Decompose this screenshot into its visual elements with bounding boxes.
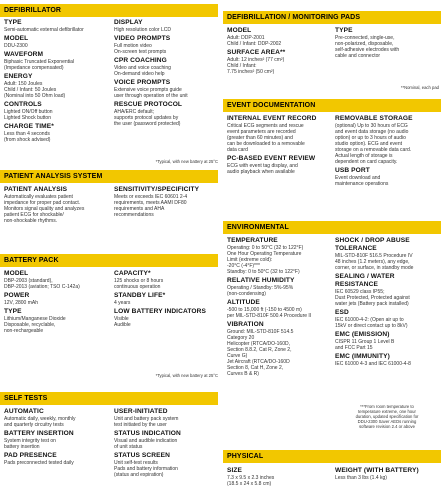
spec-value: Child / Infant: DDP-2002 — [227, 41, 282, 47]
spec-capacity — [114, 270, 218, 290]
spec-battery-insertion — [4, 430, 108, 450]
spec-value: dependent on card capacity. — [335, 159, 398, 165]
spec-title: RELATIVE HUMIDITY — [227, 277, 295, 284]
battery-pack-footnote: *Typical, with new battery at 25°C — [155, 373, 218, 378]
spec-emc-emission — [335, 331, 439, 351]
spec-esd — [335, 309, 439, 329]
spec-value: Visible — [114, 316, 129, 322]
defibrillator-col1 — [4, 19, 108, 145]
spec-value: Unit and battery pack system — [114, 416, 179, 422]
spec-value: IEC 61000 4-3 and IEC 61000-4-8 — [335, 361, 411, 367]
spec-value: (from shock advised) — [4, 137, 51, 143]
spec-voice-prompts — [114, 79, 218, 99]
spec-title: CPR COACHING — [114, 57, 167, 64]
spec-title: PC-BASED EVENT REVIEW — [227, 155, 316, 162]
event-documentation-col2 — [335, 115, 439, 189]
spec-title: CHARGE TIME* — [4, 123, 54, 130]
spec-value: On-demand video help — [114, 71, 165, 77]
spec-value: CISPR 11 Group 1 Level B — [335, 339, 395, 345]
spec-status-screen — [114, 452, 218, 478]
environmental-col1 — [227, 237, 331, 379]
spec-pad-presence — [4, 452, 108, 466]
spec-title: STATUS INDICATION — [114, 430, 181, 437]
spec-value: Operating / Standby: 5%-95% — [227, 285, 294, 291]
spec-value: 7.75 inches² (50 cm²) — [227, 69, 275, 75]
spec-value: continuous operation — [114, 284, 161, 290]
spec-value: System integrity test on — [4, 438, 56, 444]
spec-value: 12V, 2800 mAh — [4, 300, 39, 306]
spec-value: and quarterly circuitry tests — [4, 422, 64, 428]
spec-usb-port — [335, 167, 439, 187]
spec-title: MODEL — [4, 35, 29, 42]
spec-title: SHOCK / DROP ABUSE TOLERANCE — [335, 237, 410, 252]
footnote-line: ***From room temperature to — [360, 404, 414, 409]
spec-emc-immunity — [335, 353, 439, 367]
spec-value: studio option). ECG and event — [335, 141, 402, 147]
spec-value: Pre-connected, single-use, — [335, 35, 395, 41]
pads-col1 — [227, 27, 331, 77]
spec-value: Actual length of storage is — [335, 153, 393, 159]
spec-value: non-rechargeable — [4, 328, 44, 334]
spec-value: Event download and — [335, 175, 381, 181]
spec-value: AHA/ERC default; — [114, 109, 155, 115]
spec-display — [114, 19, 218, 33]
section-header-event-documentation: EVENT DOCUMENTATION — [223, 99, 441, 112]
spec-value: patient ECG for shockable/ — [4, 212, 64, 218]
spec-value: Standby: 0 to 50°C (32 to 122°F) — [227, 269, 300, 275]
patient-analysis-col1 — [4, 186, 108, 226]
spec-model — [227, 27, 331, 47]
battery-pack-col2 — [114, 270, 218, 330]
spec-value: Ground: MIL-STD-810F 514.5 — [227, 329, 294, 335]
spec-type — [335, 27, 439, 59]
spec-value: Curve G) — [227, 353, 248, 359]
spec-value: Unit self-test results — [114, 460, 158, 466]
spec-title: STANDBY LIFE* — [114, 292, 166, 299]
spec-removable-storage — [335, 115, 439, 165]
spec-value: and FCC Part 15 — [335, 345, 373, 351]
spec-title: MODEL — [4, 270, 29, 277]
spec-title: VIDEO PROMPTS — [114, 35, 171, 42]
spec-value: Category 20 — [227, 335, 255, 341]
spec-value: data card — [227, 147, 248, 153]
spec-value: Operating: 0 to 50°C (32 to 122°F) — [227, 245, 304, 251]
spec-title: TYPE — [4, 19, 22, 26]
spec-sensitivity-specificity — [114, 186, 218, 218]
spec-model — [4, 270, 108, 290]
spec-type — [4, 19, 108, 33]
spec-value: Adult: 12 inches² (77 cm²) — [227, 57, 285, 63]
spec-value: (Impedance compensated) — [4, 65, 64, 71]
spec-value: Lithium/Manganese Dioxide — [4, 316, 66, 322]
spec-title: VOICE PROMPTS — [114, 79, 171, 86]
spec-title: ALTITUDE — [227, 299, 260, 306]
self-tests-col2 — [114, 408, 218, 480]
spec-value: Critical ECG segments and rescue — [227, 123, 304, 129]
spec-title: TYPE — [4, 308, 22, 315]
spec-title: SIZE — [227, 467, 243, 474]
spec-value: option) or up to 3 hours of audio — [335, 135, 406, 141]
spec-title: USER-INITIATED — [114, 408, 168, 415]
spec-title: DISPLAY — [114, 19, 143, 26]
section-header-self-tests: SELF TESTS — [0, 392, 218, 405]
spec-value: of unit status — [114, 444, 143, 450]
spec-value: impedance for proper pad contact. — [4, 200, 81, 206]
spec-size — [227, 467, 331, 487]
footnote-line: duration, updated specification for — [355, 414, 419, 419]
spec-value: 7.3 x 9.5 x 2.3 inches — [227, 475, 275, 481]
spec-value: battery insertion — [4, 444, 40, 450]
spec-value: supports protocol updates by — [114, 115, 179, 121]
spec-value: and event data storage (no audio — [335, 129, 409, 135]
spec-pc-based-event-review — [227, 155, 331, 175]
spec-value: 48 inches (1.2 meters), any edge, — [335, 259, 410, 265]
spec-value: DDU-2300 — [4, 43, 28, 49]
spec-internal-event-record — [227, 115, 331, 153]
self-tests-col1 — [4, 408, 108, 468]
spec-value: Helicopter (RTCA/DO-160D, — [227, 341, 290, 347]
spec-value: self-adhesive electrodes with — [335, 47, 400, 53]
spec-title: TEMPERATURE — [227, 237, 278, 244]
spec-value: non-polarized, disposable, — [335, 41, 394, 47]
spec-energy — [4, 73, 108, 99]
spec-controls — [4, 101, 108, 121]
spec-value: Disposable, recyclable, — [4, 322, 56, 328]
spec-value: (optional) Up to 30 hours of ECG — [335, 123, 408, 129]
spec-cpr-coaching — [114, 57, 218, 77]
spec-title: RESCUE PROTOCOL — [114, 101, 183, 108]
spec-surface-area — [227, 49, 331, 75]
section-header-patient-analysis: PATIENT ANALYSIS SYSTEM — [0, 170, 218, 183]
spec-value: Audible — [114, 322, 131, 328]
spec-title: USB PORT — [335, 167, 370, 174]
spec-value: Lighted Shock button — [4, 115, 51, 121]
spec-title: EMC (IMMUNITY) — [335, 353, 390, 360]
spec-value: (18.5 x 24 x 5.8 cm) — [227, 481, 272, 487]
spec-value: High resolution color LCD — [114, 27, 171, 33]
spec-title: EMC (EMISSION) — [335, 331, 390, 338]
footnote-line: software revision 2.4 or above — [359, 424, 415, 429]
spec-value: Monitors signal quality and analyzes — [4, 206, 85, 212]
spec-automatic — [4, 408, 108, 428]
spec-status-indication — [114, 430, 218, 450]
spec-value: Section 8.8.2, Cat R, Zone 2, — [227, 347, 292, 353]
spec-value: Full motion video — [114, 43, 152, 49]
spec-value: ECG with event tag display, and — [227, 163, 298, 169]
spec-value: -500 to 15,000 ft (-150 to 4500 m) — [227, 307, 302, 313]
spec-charge-time — [4, 123, 108, 143]
spec-value: Dust Protected, Protected against — [335, 295, 410, 301]
spec-value: requirements, meets AAMI DF80 — [114, 200, 187, 206]
spec-value: Adult: 150 Joules — [4, 81, 43, 87]
physical-col2 — [335, 467, 439, 483]
spec-title: SEALING / WATER RESISTANCE — [335, 273, 395, 288]
spec-title: MODEL — [227, 27, 252, 34]
spec-low-battery-indicators — [114, 308, 218, 328]
spec-altitude — [227, 299, 331, 319]
spec-value: Limit (extreme cold): — [227, 257, 273, 263]
spec-value: audio playback when available — [227, 169, 295, 175]
spec-shock-drop-abuse-tolerance — [335, 237, 439, 271]
spec-user-initiated — [114, 408, 218, 428]
spec-value: Extensive voice prompts guide — [114, 87, 182, 93]
spec-value: recommendations — [114, 212, 154, 218]
spec-value: Meets or exceeds IEC 60601 2-4 — [114, 194, 188, 200]
spec-value: corner, or surface, in standby mode — [335, 265, 414, 271]
spec-title: STATUS SCREEN — [114, 452, 171, 459]
spec-value: Pads and battery information — [114, 466, 178, 472]
spec-title: TYPE — [335, 27, 353, 34]
spec-title: SENSITIVITY/SPECIFICITY — [114, 186, 200, 193]
spec-value: non-shockable rhythms. — [4, 218, 58, 224]
spec-value: 4 years — [114, 300, 131, 306]
spec-value: Jet Aircraft (RTCA/DO-160D — [227, 359, 290, 365]
spec-value: Biphasic Truncated Exponential — [4, 59, 75, 65]
spec-value: Video and voice coaching — [114, 65, 171, 71]
spec-value: DBP-2003 (standard), — [4, 278, 53, 284]
spec-value: -20°C (-4°F)*** — [227, 263, 260, 269]
spec-video-prompts — [114, 35, 218, 55]
spec-value: user through operation of the unit — [114, 93, 188, 99]
spec-value: can be downloaded to a removable — [227, 141, 305, 147]
spec-value: Curves B & R) — [227, 371, 259, 377]
spec-rescue-protocol — [114, 101, 218, 127]
spec-value: Automatic daily, weekly, monthly — [4, 416, 76, 422]
spec-value: Less than 3 lbs (1.4 kg) — [335, 475, 387, 481]
spec-value: IEC 60529 class IP55; — [335, 289, 385, 295]
spec-value: (non-condensing) — [227, 291, 266, 297]
spec-value: DBP-2013 (aviation; TSO C-142a) — [4, 284, 80, 290]
spec-sealing-water-resistance — [335, 273, 439, 307]
spec-model — [4, 35, 108, 49]
spec-value: Section 8, Cat H, Zone 2, — [227, 365, 284, 371]
event-documentation-col1 — [227, 115, 331, 177]
spec-title: POWER — [4, 292, 30, 299]
spec-title: CONTROLS — [4, 101, 42, 108]
physical-col1 — [227, 467, 331, 489]
spec-value: (greater than 60 minutes) and — [227, 135, 293, 141]
spec-value: (status and expiration) — [114, 472, 164, 478]
section-header-pads: DEFIBRILLATION / MONITORING PADS — [223, 11, 441, 24]
spec-value: 125 shocks or 8 hours — [114, 278, 164, 284]
spec-value: cable and connector — [335, 53, 381, 59]
spec-value: test initiated by the user — [114, 422, 167, 428]
spec-value: 15kV or direct contact up to 8kV) — [335, 323, 408, 329]
spec-value: Lighted ON/Off button — [4, 109, 53, 115]
spec-value: Automatically evaluates patient — [4, 194, 73, 200]
spec-title: BATTERY INSERTION — [4, 430, 74, 437]
spec-vibration — [227, 321, 331, 377]
environmental-col2 — [335, 237, 439, 369]
spec-weight-with-battery — [335, 467, 439, 481]
spec-title: ENERGY — [4, 73, 33, 80]
spec-value: per MIL-STD-810F 500.4 Procedure II — [227, 313, 312, 319]
defibrillator-footnote: *Typical, with new battery at 25°C — [155, 159, 218, 164]
spec-patient-analysis — [4, 186, 108, 224]
spec-title: INTERNAL EVENT RECORD — [227, 115, 317, 122]
spec-title: REMOVABLE STORAGE — [335, 115, 413, 122]
spec-title: ESD — [335, 309, 349, 316]
spec-standby-life — [114, 292, 218, 306]
spec-value: maintenance operations — [335, 181, 389, 187]
spec-value: MIL-STD-810F 516.5 Procedure IV — [335, 253, 413, 259]
spec-value: storage on a removable data card. — [335, 147, 412, 153]
spec-type — [4, 308, 108, 334]
defibrillator-col2 — [114, 19, 218, 129]
spec-title: VIBRATION — [227, 321, 264, 328]
spec-relative-humidity — [227, 277, 331, 297]
spec-power — [4, 292, 108, 306]
spec-title: AUTOMATIC — [4, 408, 44, 415]
spec-title: SURFACE AREA** — [227, 49, 286, 56]
spec-temperature — [227, 237, 331, 275]
spec-title: PAD PRESENCE — [4, 452, 57, 459]
spec-title: WEIGHT (WITH BATTERY) — [335, 467, 419, 474]
spec-value: the user (password protected) — [114, 121, 181, 127]
pads-col2 — [335, 27, 439, 61]
spec-value: event parameters are recorded — [227, 129, 296, 135]
environmental-footnote — [335, 404, 439, 429]
spec-value: Child / Infant: 50 Joules — [4, 87, 57, 93]
section-header-physical: PHYSICAL — [223, 450, 441, 463]
spec-value: Less than 4 seconds — [4, 131, 50, 137]
spec-value: Child / Infant: — [227, 63, 257, 69]
spec-value: Pads preconnected tested daily — [4, 460, 74, 466]
spec-waveform — [4, 51, 108, 71]
patient-analysis-col2 — [114, 186, 218, 220]
spec-value: Adult: DDP-2001 — [227, 35, 265, 41]
spec-title: PATIENT ANALYSIS — [4, 186, 68, 193]
section-header-battery-pack: BATTERY PACK — [0, 254, 218, 267]
footnote-line: DDU-2300 Saver AEDs running — [357, 419, 417, 424]
spec-value: requirements and AHA — [114, 206, 165, 212]
pads-footnote: **Nominal, each pad — [400, 85, 439, 90]
spec-value: One Hour Operating Temperature — [227, 251, 302, 257]
spec-value: Visual and audible indication — [114, 438, 178, 444]
spec-title: CAPACITY* — [114, 270, 151, 277]
section-header-defibrillator: DEFIBRILLATOR — [0, 4, 218, 17]
spec-value: (Nominal into 50 Ohm load) — [4, 93, 66, 99]
battery-pack-col1 — [4, 270, 108, 336]
spec-value: IEC 61000-4-2: (Open air up to — [335, 317, 404, 323]
spec-value: Semi-automatic external defibrillator — [4, 27, 84, 33]
footnote-line: temperature extreme, one hour — [358, 409, 416, 414]
section-header-environmental: ENVIRONMENTAL — [223, 221, 441, 234]
spec-value: water jets (Battery pack installed) — [335, 301, 409, 307]
spec-title: LOW BATTERY INDICATORS — [114, 308, 206, 315]
spec-value: On-screen text prompts — [114, 49, 167, 55]
spec-title: WAVEFORM — [4, 51, 44, 58]
